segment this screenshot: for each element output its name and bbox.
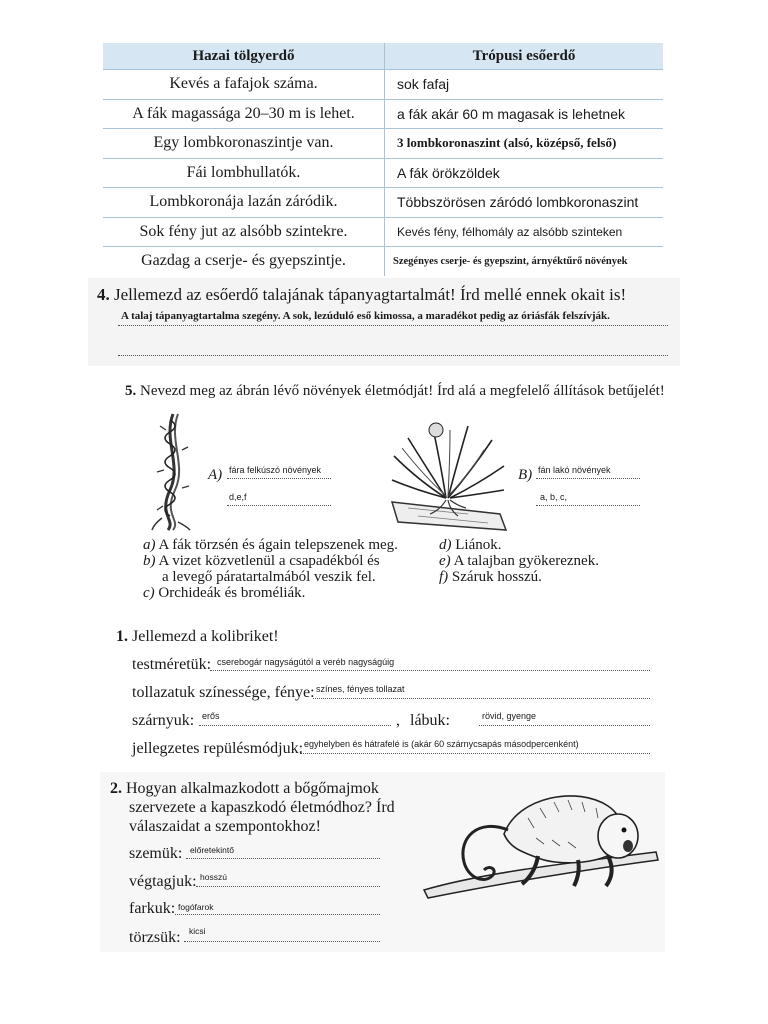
table-cell-left: Egy lombkoronaszintje van. — [103, 129, 385, 159]
q4-answer[interactable]: A talaj tápanyagtartalma szegény. A sok, lezúduló eső kimossa, a maradékot pedig az óriásfák felszívják. — [121, 310, 610, 322]
q1-flight-answer[interactable]: egyhelyben és hátrafelé is (akár 60 szárnycsapás másodpercenként) — [304, 739, 579, 749]
q1-size-line — [210, 670, 650, 671]
q2-eye-label: szemük: — [129, 845, 183, 862]
q1-wing-answer[interactable]: erős — [202, 711, 220, 721]
statement-letter: a) — [143, 537, 156, 553]
q4-text: Jellemezd az esőerdő talajának tápanyagtartalmát! Írd mellé ennek okait is! — [114, 285, 627, 304]
q2-trunk-line — [184, 941, 380, 942]
table-cell-answer: 3 lombkoronaszint (alsó, középső, felső) — [385, 129, 664, 159]
table-cell-left: Fái lombhullatók. — [103, 158, 385, 188]
statement-letter: d) — [439, 537, 452, 553]
statement-letter: c) — [143, 585, 155, 601]
q1-color-label: tollazatuk színessége, fénye: — [132, 684, 315, 701]
q1-flight-label: jellegzetes repülésmódjuk: — [132, 740, 304, 757]
q1-size-label: testméretük: — [132, 656, 212, 673]
table-row — [103, 247, 663, 276]
statement-letter: b) — [143, 553, 156, 569]
table-cell-answer: sok fafaj — [385, 70, 664, 100]
q2-tail-line — [175, 914, 380, 915]
q4-answer-line-1 — [118, 325, 668, 326]
q2-text-line-2: szervezete a kapaszkodó életmódhoz? Írd — [129, 799, 395, 816]
q1-wing-label: szárnyuk: — [132, 712, 195, 729]
q1-question — [116, 628, 279, 646]
table-cell-answer: a fák akár 60 m magasak is lehetnek — [385, 99, 664, 129]
table-cell-answer: A fák örökzöldek — [385, 158, 664, 188]
q5-statement — [439, 537, 502, 554]
q2-tail-label: farkuk: — [129, 900, 176, 917]
q5-a-answer-line — [227, 478, 331, 479]
q2-limb-label: végtagjuk: — [129, 873, 197, 890]
q2-text-line-3: válaszaidat a szempontokhoz! — [129, 818, 321, 835]
q5-b-label: B) — [518, 467, 533, 483]
q1-color-answer[interactable]: színes, fényes tollazat — [316, 684, 405, 694]
table-cell-answer: Szegényes cserje- és gyepszint, árnyéktűrő növények — [385, 247, 664, 276]
statement-text: Orchideák és broméliák. — [158, 585, 306, 601]
q5-b-answer[interactable]: fán lakó növények — [538, 465, 611, 475]
q5-b-letters[interactable]: a, b, c, — [540, 492, 568, 502]
q5-statement — [143, 537, 398, 554]
q1-flight-line — [300, 753, 650, 754]
q5-statement — [439, 569, 542, 586]
statement-text: Száruk hosszú. — [451, 569, 542, 585]
q5-a-letters-line — [227, 505, 331, 506]
q2-eye-answer[interactable]: előretekintő — [190, 845, 234, 855]
table-cell-answer: Többszörösen záródó lombkoronaszint — [385, 188, 664, 218]
q2-question — [110, 780, 379, 798]
q1-color-line — [313, 698, 650, 699]
table-cell-left: Lombkoronája lazán záródik. — [103, 188, 385, 218]
q1-comma: , — [396, 712, 400, 729]
q1-leg-label: lábuk: — [410, 712, 450, 729]
q1-size-answer[interactable]: cserebogár nagyságútól a veréb nagyságúig — [217, 657, 395, 667]
q1-number: 1. — [116, 628, 128, 645]
q2-trunk-answer[interactable]: kicsi — [189, 926, 206, 936]
table-cell-left: Sok fény jut az alsóbb szintekre. — [103, 217, 385, 247]
table-row — [103, 99, 663, 129]
table-cell-left: Kevés a fafajok száma. — [103, 70, 385, 100]
q5-a-label: A) — [208, 467, 223, 483]
statement-text: A vizet közvetlenül a csapadékból és — [158, 553, 380, 569]
table-cell-answer: Kevés fény, félhomály az alsóbb szinteken — [385, 217, 664, 247]
q4-answer-line-2[interactable] — [118, 355, 668, 356]
q2-text-line-1: Hogyan alkalmazkodott a bőgőmajmok — [126, 780, 379, 797]
q1-leg-line — [479, 725, 650, 726]
q5-a-letters[interactable]: d,e,f — [229, 492, 247, 502]
q1-leg-answer[interactable]: rövid, gyenge — [482, 711, 537, 721]
q5-statement — [162, 569, 376, 586]
bromeliad-illustration — [388, 410, 508, 532]
table-row — [103, 158, 663, 188]
table-row — [103, 70, 663, 100]
table-header-left: Hazai tölgyerdő — [103, 43, 385, 70]
q5-b-answer-line — [536, 478, 640, 479]
table-cell-left: A fák magassága 20–30 m is lehet. — [103, 99, 385, 129]
q5-statement — [439, 553, 599, 570]
q5-number: 5. — [125, 383, 137, 399]
table-row — [103, 129, 663, 159]
liana-illustration — [148, 410, 198, 532]
table-header-row — [103, 43, 663, 70]
statement-text: A talajban gyökereznek. — [453, 553, 599, 569]
q5-a-answer[interactable]: fára felkúszó növények — [229, 465, 322, 475]
q5-b-letters-line — [536, 505, 640, 506]
q4-question — [97, 285, 626, 305]
q1-wing-line — [199, 725, 391, 726]
statement-text: A fák törzsén és ágain telepszenek meg. — [158, 537, 398, 553]
q2-tail-answer[interactable]: fogófarok — [178, 902, 214, 912]
table-row — [103, 188, 663, 218]
q5-question — [125, 383, 665, 400]
q2-limb-answer[interactable]: hosszú — [200, 872, 227, 882]
q2-trunk-label: törzsük: — [129, 929, 181, 946]
q2-number: 2. — [110, 780, 122, 797]
q5-statement — [143, 585, 305, 602]
table-row — [103, 217, 663, 247]
comparison-table — [103, 43, 663, 276]
q2-limb-line — [196, 886, 380, 887]
statement-letter: e) — [439, 553, 451, 569]
q2-eye-line — [186, 858, 380, 859]
table-header-right: Trópusi esőerdő — [385, 43, 664, 70]
q1-text: Jellemezd a kolibriket! — [132, 628, 279, 645]
statement-letter: f) — [439, 569, 449, 585]
q4-number: 4. — [97, 285, 110, 304]
statement-text: a levegő páratartalmából veszik fel. — [162, 569, 376, 585]
q5-text: Nevezd meg az ábrán lévő növények életmódját! Írd alá a megfelelő állítások betűjelét! — [140, 383, 665, 399]
table-cell-left: Gazdag a cserje- és gyepszintje. — [103, 247, 385, 276]
q5-statement — [143, 553, 380, 570]
statement-text: Liánok. — [455, 537, 502, 553]
howler-monkey-illustration — [418, 778, 663, 900]
